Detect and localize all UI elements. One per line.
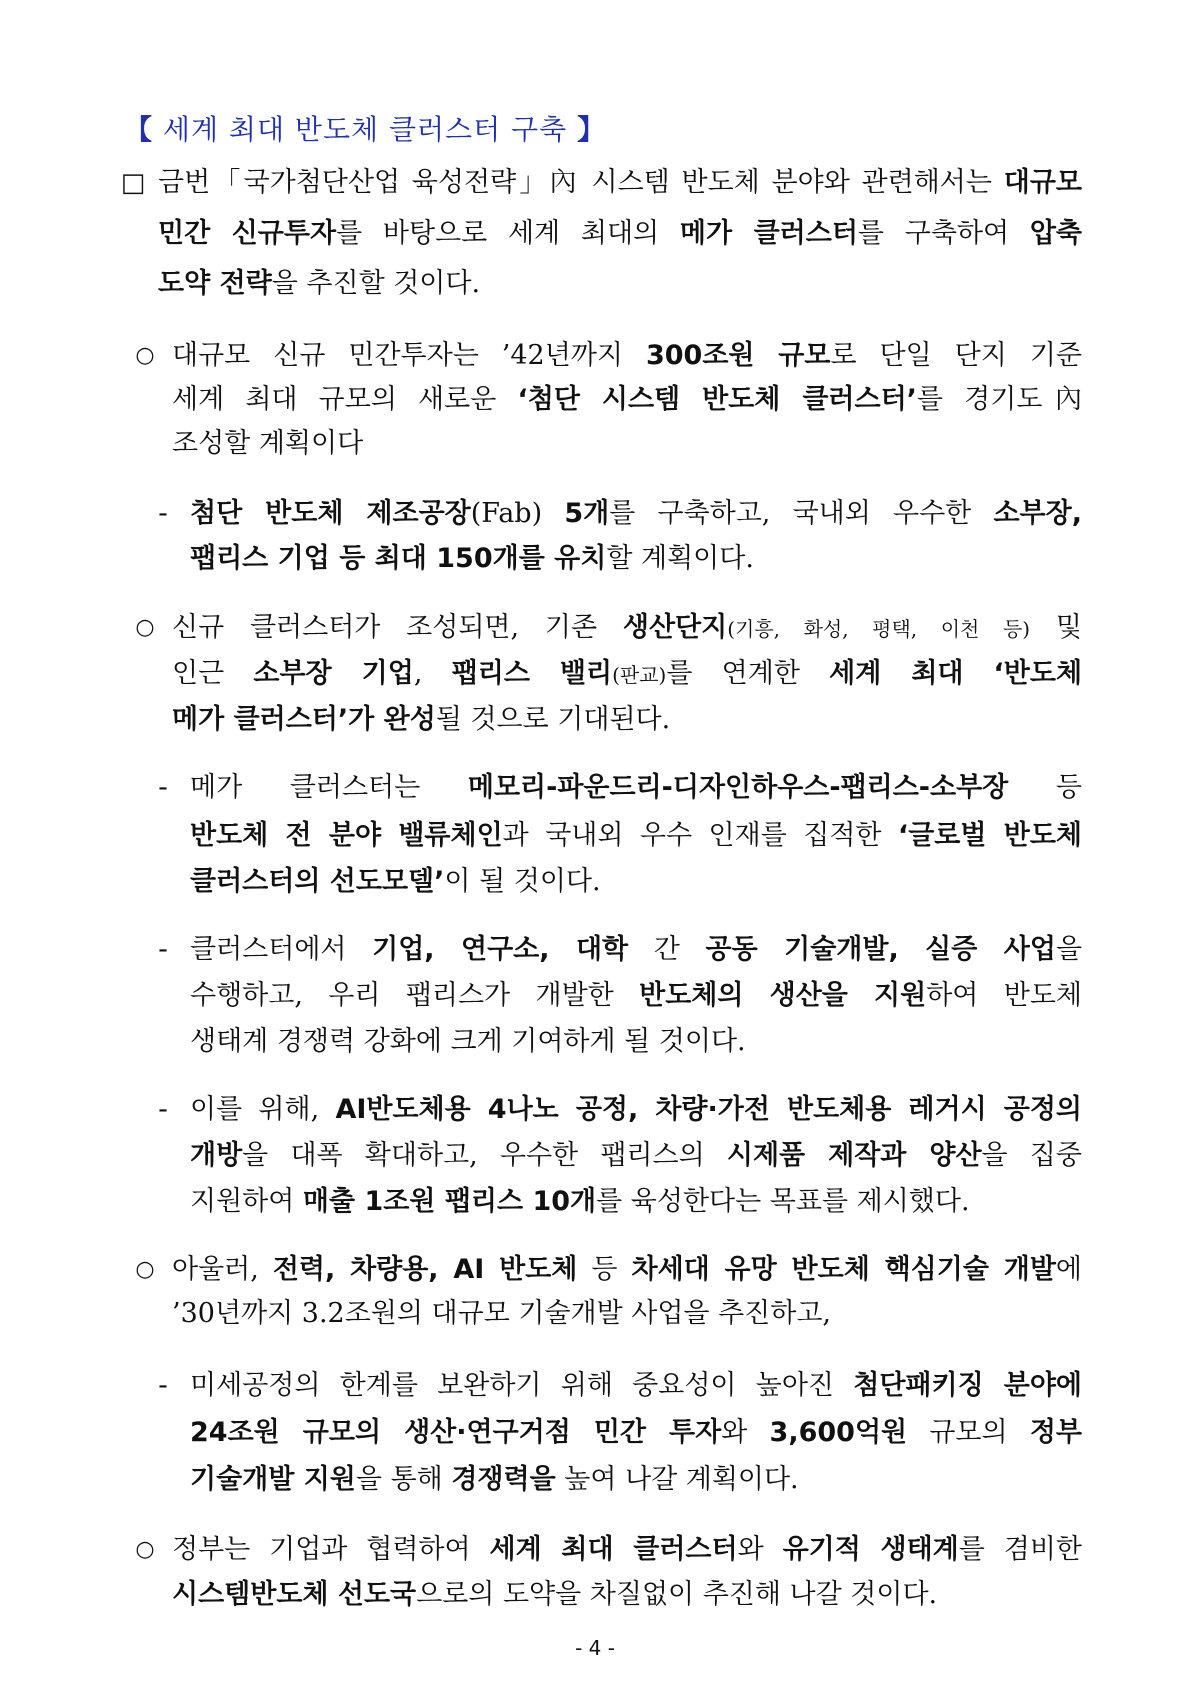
dash-bullet-icon: - xyxy=(158,772,168,803)
text-line: 기술개발 지원을 통해 경쟁력을 높여 나갈 계획이다. xyxy=(190,1464,799,1495)
text-line: 대규모 신규 민간투자는 ’42년까지 300조원 규모로 단일 단지 기준 xyxy=(172,340,1082,371)
text-line: ’30년까지 3.2조원의 대규모 기술개발 사업을 추진하고, xyxy=(172,1298,832,1329)
text-line: 인근 소부장 기업, 팹리스 밸리(판교)를 연계한 세계 최대 ‘반도체 xyxy=(172,658,1083,689)
circle-bullet-icon: ○ xyxy=(135,1257,155,1282)
text-line: 도약 전략을 추진할 것이다. xyxy=(158,268,481,299)
text-line: 금번「국가첨단산업 육성전략」內 시스템 반도체 분야와 관련해서는 대규모 xyxy=(158,167,1082,198)
square-bullet-icon: □ xyxy=(120,168,146,198)
text-line: 민간 신규투자를 바탕으로 세계 최대의 메가 클러스터를 구축하여 압축 xyxy=(158,218,1082,249)
text-line: 정부는 기업과 협력하여 세계 최대 클러스터와 유기적 생태계를 겸비한 xyxy=(172,1534,1082,1565)
text-line: 지원하여 매출 1조원 팹리스 10개를 육성한다는 목표를 제시했다. xyxy=(190,1186,970,1217)
text-line: 시스템반도체 선도국으로의 도약을 차질없이 추진해 나갈 것이다. xyxy=(172,1579,938,1610)
text-line: 수행하고, 우리 팹리스가 개발한 반도체의 생산을 지원하여 반도체 xyxy=(190,980,1082,1011)
text-line: 미세공정의 한계를 보완하기 위해 중요성이 높아진 첨단패키징 분야에 xyxy=(190,1370,1082,1401)
text-line: 메가 클러스터’가 완성될 것으로 기대된다. xyxy=(172,704,671,735)
text-line: 반도체 전 분야 밸류체인과 국내외 우수 인재를 집적한 ‘글로벌 반도체 xyxy=(190,820,1082,851)
text-line: 아울러, 전력, 차량용, AI 반도체 등 차세대 유망 반도체 핵심기술 개발에 xyxy=(172,1254,1082,1285)
text-line: 세계 최대 규모의 새로운 ‘첨단 시스템 반도체 클러스터’를 경기도內 xyxy=(172,384,1082,415)
dash-bullet-icon: - xyxy=(158,934,168,965)
circle-bullet-icon: ○ xyxy=(135,343,155,368)
heading-text: 세계 최대 반도체 클러스터 구축 xyxy=(162,113,568,146)
text-line: 생태계 경쟁력 강화에 크게 기여하게 될 것이다. xyxy=(190,1026,746,1057)
text-line: 클러스터의 선도모델’이 될 것이다. xyxy=(190,866,601,897)
text-line: 메가 클러스터는 메모리-파운드리-디자인하우스-팹리스-소부장 등 xyxy=(190,772,1082,803)
circle-bullet-icon: ○ xyxy=(135,1537,155,1562)
text-line: 팹리스 기업 등 최대 150개를 유치할 계획이다. xyxy=(190,543,754,574)
text-line: 조성할 계획이다 xyxy=(172,428,364,459)
dash-bullet-icon: - xyxy=(158,1370,168,1401)
heading-bracket-open: 【 xyxy=(124,113,154,146)
circle-bullet-icon: ○ xyxy=(135,615,155,640)
dash-bullet-icon: - xyxy=(158,498,168,529)
text-line: 24조원 규모의 생산·연구거점 민간 투자와 3,600억원 규모의 정부 xyxy=(190,1417,1082,1448)
dash-bullet-icon: - xyxy=(158,1094,168,1125)
section-heading xyxy=(124,108,606,148)
text-line: 신규 클러스터가 조성되면, 기존 생산단지(기흥, 화성, 평택, 이천 등) 및 xyxy=(172,612,1082,643)
text-line: 개방을 대폭 확대하고, 우수한 팹리스의 시제품 제작과 양산을 집중 xyxy=(190,1140,1082,1171)
text-line: 첨단 반도체 제조공장(Fab) 5개를 구축하고, 국내외 우수한 소부장, xyxy=(190,498,1082,529)
heading-bracket-close: 】 xyxy=(577,113,607,146)
text-line: 이를 위해, AI반도체용 4나노 공정, 차량·가전 반도체용 레거시 공정의 xyxy=(190,1094,1082,1125)
page-number: - 4 - xyxy=(575,1636,615,1660)
text-line: 클러스터에서 기업, 연구소, 대학 간 공동 기술개발, 실증 사업을 xyxy=(190,934,1083,965)
